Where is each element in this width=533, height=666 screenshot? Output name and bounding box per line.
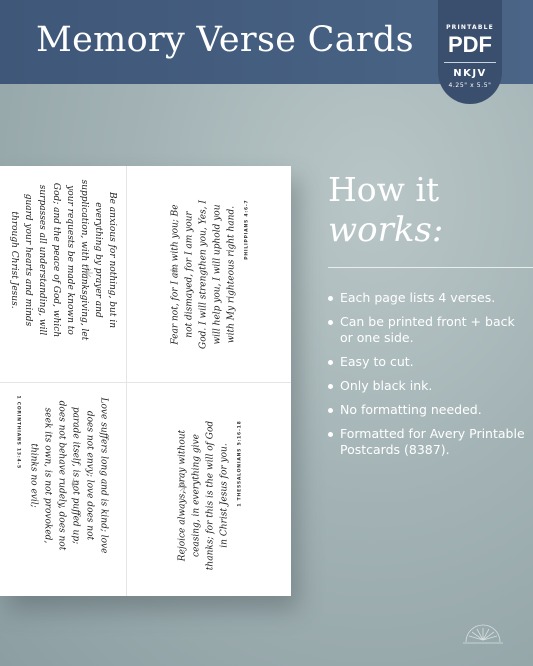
lotus-icon [173, 480, 187, 494]
lotus-icon [84, 266, 98, 280]
list-item: Formatted for Avery Printable Postcards (8387). [328, 426, 528, 458]
verse-card-3 [0, 383, 126, 596]
card-verse: Fear not, for I am with you; Be not dismayed, for I am your God. I will strengthen you, Yes, I will help you, I will uphold you with My righteous right hand. [170, 200, 237, 349]
list-item: Easy to cut. [328, 354, 528, 370]
list-item: Only black ink. [328, 378, 528, 394]
list-item: Each page lists 4 verses. [328, 290, 528, 306]
card-sheet [0, 166, 291, 596]
card-verse: Love suffers long and is kind; love does not envy; love does not parade itself, is not puffed up; does not behave rudely, does not seek its own, is not provoked, thinks no evil; [28, 397, 109, 553]
verse-card-4 [127, 383, 291, 596]
pdf-badge [438, 0, 502, 104]
section-divider [328, 267, 533, 268]
badge-divider [444, 62, 496, 63]
lotus-icon [70, 477, 84, 491]
sunrise-logo [462, 624, 504, 644]
features-list [328, 290, 528, 466]
card-verse: Rejoice always, pray without ceasing, in everything give thanks; for this is the will of God in Christ Jesus for you. [177, 420, 230, 570]
badge-format-label: PDF [448, 32, 492, 57]
lotus-icon [165, 263, 179, 277]
badge-size-label: 4.25" x 5.5" [448, 82, 492, 89]
card-reference: PHILIPPIANS 4:6-7 [244, 199, 250, 260]
verse-card-1 [0, 166, 126, 382]
page-title: Memory Verse Cards [36, 20, 414, 60]
how-it-works-subtitle: works: [328, 210, 444, 250]
card-reference: 1 CORINTHIANS 13:4-5 [15, 395, 21, 469]
badge-printable-label: PRINTABLE [446, 24, 494, 31]
verse-card-2 [127, 166, 291, 382]
card-verse: Be anxious for nothing, but in everything by prayer and supplication, with thanksgiving, let your requests be made known to God; and the peace of God, which surpasses all understanding, will guard your hearts and minds through Christ Jesus. [9, 179, 117, 341]
list-item: Can be printed front + back or one side. [328, 314, 528, 346]
card-reference: 1 THESSALONIANS 5:16-18 [237, 420, 243, 507]
how-it-works-title: How it [328, 170, 440, 209]
list-item: No formatting needed. [328, 402, 528, 418]
badge-version-label: NKJV [453, 68, 487, 79]
